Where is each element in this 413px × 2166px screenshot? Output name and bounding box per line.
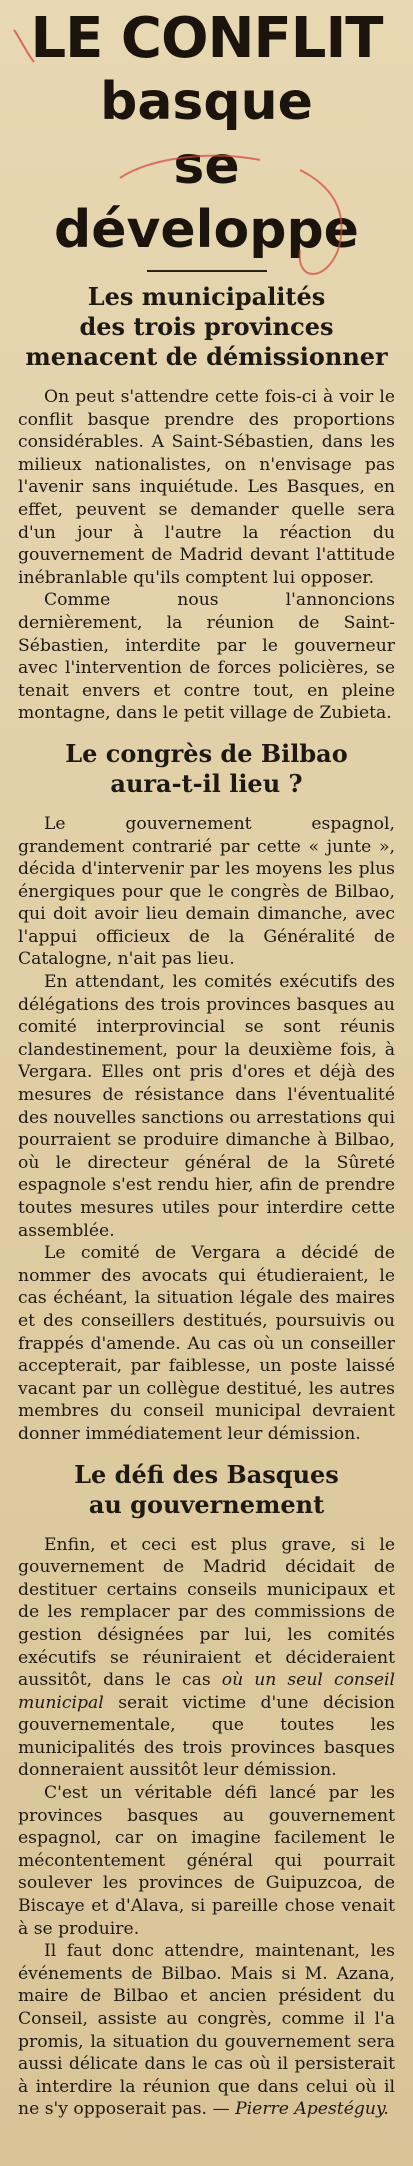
section-3-paragraph-1-start: Enfin, et ceci est plus grave, si le gouvernement de Madrid décidait de destituer certains conseils municipaux et de les remplacer par des commissions de gestion désignées par lui, les comités exécutifs se réuniraient et décideraient aussitôt, dans le cas [18,1534,395,1691]
section-3-paragraph-1-italic: où un seul conseil municipal [18,1670,395,1713]
section-3-paragraph-3-text: Il faut donc attendre, maintenant, les événements de Bilbao. Mais si M. Azana, maire de Bilbao et ancien président du Conseil, assiste au congrès, comme il l'a promis, la situation du gouvernement sera aussi délicate dans le cas où il persisterait à interdire la réunion que dans celui où il ne s'y opposerait pas. — [18,1941,395,2120]
intro-paragraph-2: Comme nous l'annoncions dernièrement, la réunion de Saint-Sébastien, interdite par le gouverneur avec l'intervention de forces policières, se tenait envers et contre tout, en pleine montagne, dans le petit village de Zubieta. [18,590,395,724]
headline-line-1: LE CONFLIT [30,6,383,71]
section-3-heading-line-2: au gouvernement [88,1489,325,1519]
subheadline [18,282,395,372]
subheadline-line-2: des trois provinces [79,312,334,341]
subheadline-line-1: Les municipalités [87,282,326,311]
intro-paragraph-1: On peut s'attendre cette fois-ci à voir le conflit basque prendre des proportions considérables. A Saint-Sébastien, dans les milieux nationalistes, on n'envisage pas l'avenir sans inquiétude. Les Basques, en effet, peuvent se demander quelle sera d'un jour à l'autre la réaction du gouvernement de Madrid devant l'attitude inébranlable qu'ils comptent lui opposer. [18,387,395,588]
section-2-heading [18,739,395,799]
section-2-paragraph-3: Le comité de Vergara a décidé de nommer des avocats qui étudieraient, le cas échéant, la situation légale des maires et des conseillers destitués, poursuivis ou frappés d'amende. Au cas où un conseiller accepterait, par faiblesse, un poste laissé vacant par un collègue destitué, les autres membres du conseil municipal devraient donner immédiatement leur démission. [18,1243,395,1444]
headline-line-3: se développe [54,136,359,260]
headline-line-2: basque [100,72,313,132]
section-2-heading-line-2: aura-t-il lieu ? [110,768,303,798]
section-3-heading [18,1460,395,1520]
section-2-paragraph-1: Le gouvernement espagnol, grandement contrarié par cette « junte », décida d'intervenir par les moyens les plus énergiques pour que le congrès de Bilbao, qui doit avoir lieu demain dimanche, avec l'appui officieux de la Généralité de Catalogne, n'ait pas lieu. [18,813,395,970]
headline-divider [147,270,267,272]
subheadline-line-3: menacent de démissionner [25,342,388,371]
section-3-paragraph-1 [18,1534,395,1783]
section-3-paragraph-1-end: serait victime d'une décision gouvernementale, que toutes les municipalités des trois provinces basques donneraient aussitôt leur démission. [18,1692,395,1781]
section-2-heading-line-1: Le congrès de Bilbao [65,738,348,768]
author-signature: Pierre Apestéguy. [235,2099,389,2120]
section-3-heading-line-1: Le défi des Basques [74,1459,339,1489]
section-2-paragraph-2: En attendant, les comités exécutifs des délégations des trois provinces basques au comité interprovincial se sont réunis clandestinement, pour la deuxième fois, à Vergara. Elles ont pris d'ores et déjà des mesures de résistance dans l'éventualité des nouvelles sanctions ou arrestations qui pourraient se produire dimanche à Bilbao, où le directeur général de la Sûreté espagnole s'est rendu hier, afin de prendre toutes mesures utiles pour interdire cette assemblée. [18,972,395,1241]
section-3-paragraph-2: C'est un véritable défi lancé par les provinces basques au gouvernement espagnol, car on imagine facilement le mécontentement général qui pourrait soulever les provinces de Guipuzcoa, de Biscaye et d'Alava, si pareille chose venait à se produire. [18,1783,395,1939]
section-3-paragraph-3 [18,1940,395,2121]
